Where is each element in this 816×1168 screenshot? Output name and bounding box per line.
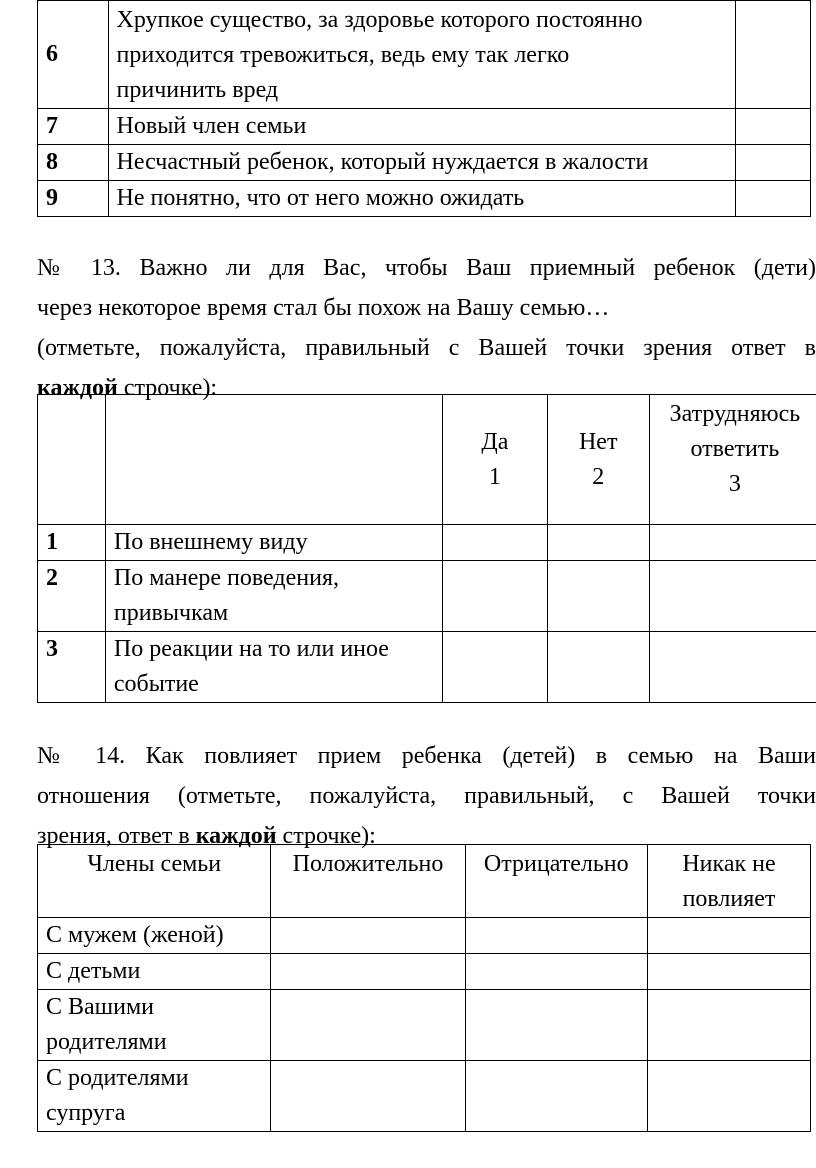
table-row (38, 109, 811, 145)
question-text: отношения (отметьте, пожалуйста, правильный, с Вашей точки (37, 783, 816, 809)
row-text: По внешнему виду (105, 525, 442, 561)
column-header-yes: Да 1 (443, 395, 548, 525)
row-text: Хрупкое существо, за здоровье которого постоянно приходится тревожиться, ведь ему так легко причинить вред (108, 1, 736, 109)
question-text: № 14. Как повлияет прием ребенка (детей) в семью на Ваши (37, 743, 816, 769)
row-text: С родителями супруга (38, 1061, 271, 1132)
answer-cell[interactable] (649, 525, 816, 561)
table-row (38, 181, 811, 217)
table-row (38, 1061, 811, 1132)
answer-cell[interactable] (271, 1061, 465, 1132)
column-header-positive: Положительно (271, 845, 465, 918)
answer-cell[interactable] (271, 954, 465, 990)
column-header-negative: Отрицательно (465, 845, 647, 918)
question-text: каждой строчке): (37, 375, 218, 401)
table-row (38, 918, 811, 954)
question-text: зрения, ответ в каждой строчке): (37, 823, 376, 849)
question-text: (отметьте, пожалуйста, правильный с Вашей точки зрения ответ в (37, 335, 816, 361)
similarity-table (37, 394, 816, 703)
column-header-hard: Затрудняюсь ответить 3 (649, 395, 816, 525)
answer-cell[interactable] (649, 632, 816, 703)
answer-cell[interactable] (736, 145, 811, 181)
row-number: 9 (38, 181, 109, 217)
answer-cell[interactable] (547, 561, 649, 632)
answer-cell[interactable] (647, 1061, 810, 1132)
row-text: Не понятно, что от него можно ожидать (108, 181, 736, 217)
table-row (38, 990, 811, 1061)
row-number: 7 (38, 109, 109, 145)
table-row (38, 145, 811, 181)
column-header-no-effect: Никак не повлияет (647, 845, 810, 918)
attitudes-table (37, 0, 811, 217)
answer-cell[interactable] (736, 109, 811, 145)
table-header-row (38, 845, 811, 918)
answer-cell[interactable] (465, 1061, 647, 1132)
answer-cell[interactable] (647, 918, 810, 954)
answer-cell[interactable] (547, 632, 649, 703)
table-row (38, 561, 816, 632)
table-row (38, 525, 816, 561)
row-text: По манере поведения, привычкам (105, 561, 442, 632)
answer-cell[interactable] (443, 525, 548, 561)
answer-cell[interactable] (647, 990, 810, 1061)
question-text: через некоторое время стал бы похож на Вашу семью… (37, 295, 610, 321)
table-row (38, 954, 811, 990)
row-text: С Вашими родителями (38, 990, 271, 1061)
row-number: 2 (38, 561, 106, 632)
answer-cell[interactable] (736, 1, 811, 109)
answer-cell[interactable] (443, 561, 548, 632)
row-text: По реакции на то или иное событие (105, 632, 442, 703)
table-header-row (38, 395, 816, 525)
question-text: № 13. Важно ли для Вас, чтобы Ваш приемный ребенок (дети) (37, 255, 816, 281)
answer-cell[interactable] (647, 954, 810, 990)
answer-cell[interactable] (736, 181, 811, 217)
column-header-no: Нет 2 (547, 395, 649, 525)
answer-cell[interactable] (443, 632, 548, 703)
row-number: 3 (38, 632, 106, 703)
column-header-members: Члены семьи (38, 845, 271, 918)
answer-cell[interactable] (271, 918, 465, 954)
question-14 (37, 736, 816, 856)
family-relations-table (37, 844, 811, 1132)
answer-cell[interactable] (465, 954, 647, 990)
row-text: Несчастный ребенок, который нуждается в жалости (108, 145, 736, 181)
table-row (38, 1, 811, 109)
row-number: 8 (38, 145, 109, 181)
answer-cell[interactable] (271, 990, 465, 1061)
row-text: С мужем (женой) (38, 918, 271, 954)
row-number: 6 (38, 1, 109, 109)
answer-cell[interactable] (649, 561, 816, 632)
row-text: С детьми (38, 954, 271, 990)
answer-cell[interactable] (465, 990, 647, 1061)
row-number: 1 (38, 525, 106, 561)
answer-cell[interactable] (465, 918, 647, 954)
question-13 (37, 248, 816, 408)
row-text: Новый член семьи (108, 109, 736, 145)
table-row (38, 632, 816, 703)
answer-cell[interactable] (547, 525, 649, 561)
